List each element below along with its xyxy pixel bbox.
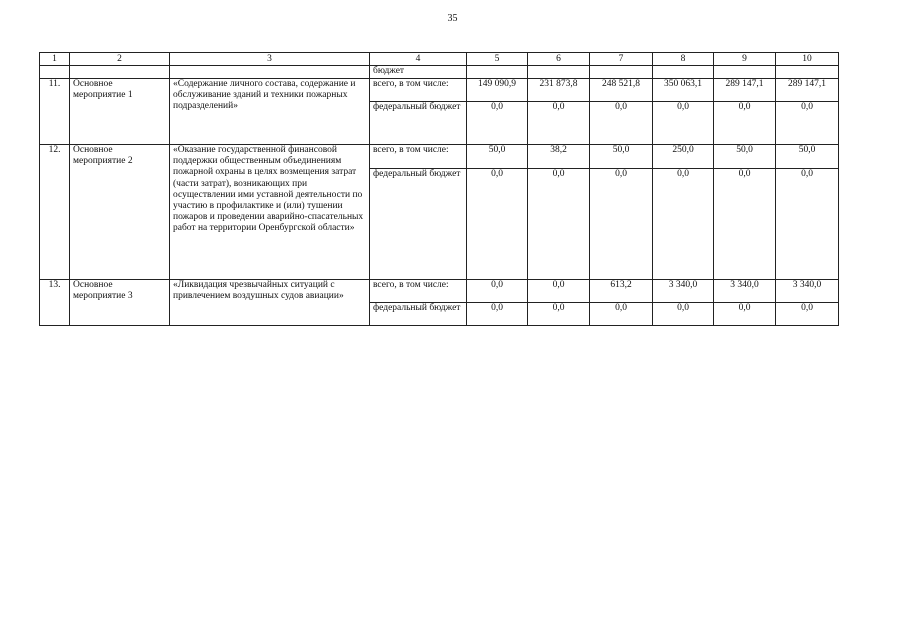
value-cell: 3 340,0	[714, 280, 776, 303]
value-cell: 0,0	[590, 102, 653, 145]
table-row	[40, 145, 839, 169]
measure-description: «Оказание государственной финансовой поддержки общественным объединениям пожарной охраны в целях возмещения затрат (части затрат), возникающих при осуществлении ими уставной деятельности по участию в профилактике и (или) тушении пожаров и проведении аварийно-спасательных работ на территории Оренбургской области»	[170, 145, 370, 280]
value-cell: 289 147,1	[714, 79, 776, 102]
row-number: 11.	[40, 79, 70, 145]
column-header: 6	[528, 53, 590, 66]
column-header: 5	[467, 53, 528, 66]
row-number: 13.	[40, 280, 70, 326]
column-header: 10	[776, 53, 839, 66]
value-cell: 3 340,0	[776, 280, 839, 303]
source-label: бюджет	[370, 66, 467, 79]
value-cell: 0,0	[467, 102, 528, 145]
page-number: 35	[447, 13, 458, 24]
value-cell: 0,0	[590, 303, 653, 326]
value-cell: 613,2	[590, 280, 653, 303]
column-header: 1	[40, 53, 70, 66]
measure-name: Основное мероприятие 1	[70, 79, 170, 145]
column-header: 9	[714, 53, 776, 66]
value-cell: 231 873,8	[528, 79, 590, 102]
column-header: 3	[170, 53, 370, 66]
value-cell: 0,0	[467, 280, 528, 303]
source-label: всего, в том числе:	[370, 79, 467, 102]
value-cell: 149 090,9	[467, 79, 528, 102]
measure-name: Основное мероприятие 2	[70, 145, 170, 280]
row-number: 12.	[40, 145, 70, 280]
measure-description: «Ликвидация чрезвычайных ситуаций с привлечением воздушных судов авиации»	[170, 280, 370, 326]
source-label: всего, в том числе:	[370, 280, 467, 303]
value-cell: 0,0	[467, 169, 528, 280]
value-cell: 0,0	[776, 102, 839, 145]
value-cell: 38,2	[528, 145, 590, 169]
value-cell: 0,0	[714, 169, 776, 280]
value-cell: 0,0	[653, 303, 714, 326]
value-cell: 0,0	[528, 102, 590, 145]
source-label: всего, в том числе:	[370, 145, 467, 169]
value-cell: 0,0	[714, 102, 776, 145]
value-cell: 50,0	[590, 145, 653, 169]
column-header: 8	[653, 53, 714, 66]
table-row	[40, 280, 839, 303]
continuation-row	[40, 66, 839, 79]
value-cell: 289 147,1	[776, 79, 839, 102]
value-cell: 350 063,1	[653, 79, 714, 102]
measure-description: «Содержание личного состава, содержание и обслуживание зданий и техники пожарных подразделений»	[170, 79, 370, 145]
budget-table	[39, 52, 839, 326]
value-cell: 0,0	[653, 169, 714, 280]
value-cell: 250,0	[653, 145, 714, 169]
value-cell: 0,0	[776, 303, 839, 326]
column-header: 4	[370, 53, 467, 66]
value-cell: 0,0	[528, 169, 590, 280]
value-cell: 0,0	[467, 303, 528, 326]
value-cell: 0,0	[590, 169, 653, 280]
column-header: 2	[70, 53, 170, 66]
value-cell: 3 340,0	[653, 280, 714, 303]
value-cell: 0,0	[653, 102, 714, 145]
source-label: федеральный бюджет	[370, 102, 467, 145]
value-cell: 50,0	[714, 145, 776, 169]
table-row	[40, 79, 839, 102]
value-cell: 248 521,8	[590, 79, 653, 102]
measure-name: Основное мероприятие 3	[70, 280, 170, 326]
source-label: федеральный бюджет	[370, 303, 467, 326]
value-cell: 0,0	[714, 303, 776, 326]
column-header: 7	[590, 53, 653, 66]
value-cell: 0,0	[528, 280, 590, 303]
column-number-row	[40, 53, 839, 66]
value-cell: 0,0	[528, 303, 590, 326]
value-cell: 50,0	[776, 145, 839, 169]
source-label: федеральный бюджет	[370, 169, 467, 280]
value-cell: 0,0	[776, 169, 839, 280]
value-cell: 50,0	[467, 145, 528, 169]
